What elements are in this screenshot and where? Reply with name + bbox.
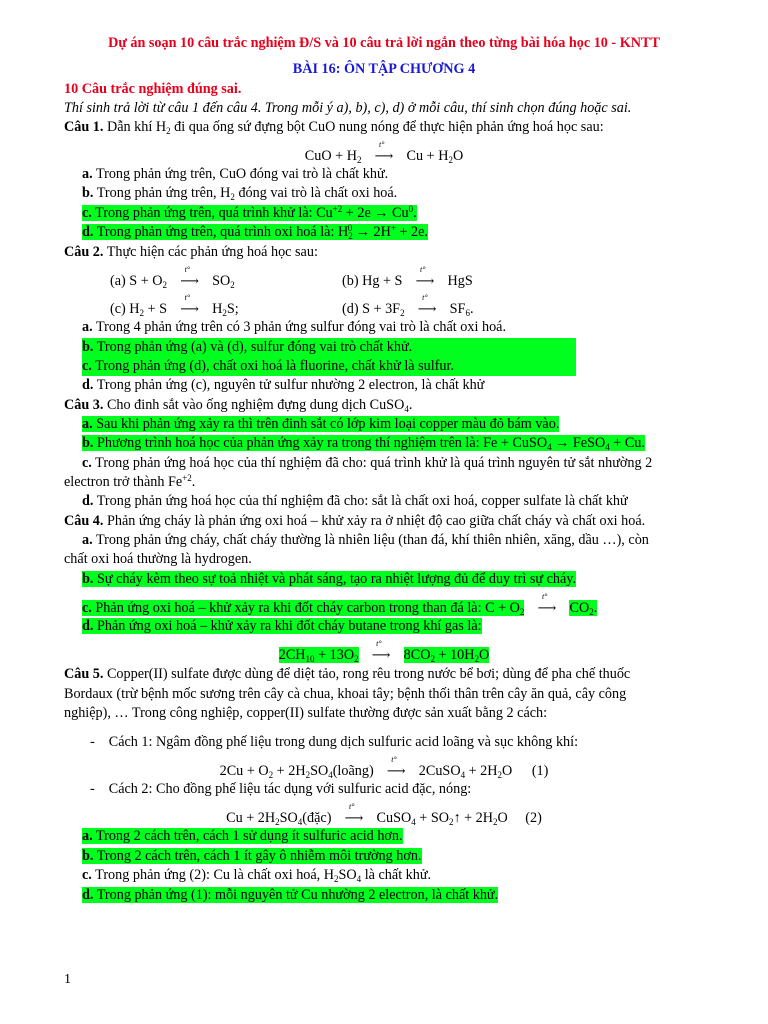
highlight: c. Trong phản ứng (d), chất oxi hoá là fluorine, chất khử là sulfur. <box>82 357 576 376</box>
reaction-d: (d) $S + 3F_2$ t° ⟶ $SF_6$. <box>342 293 474 318</box>
highlight: $8CO_2 + 10H_2O$ <box>403 647 490 664</box>
question-5-stem-3: nghiệp), … Trong công nghiệp, copper(II) sulfate thường được sản xuất bằng 2 cách: <box>64 705 548 721</box>
question-4-option-b <box>82 570 742 589</box>
reaction-arrow: t° ⟶ <box>344 802 364 825</box>
question-5-option-a <box>82 827 742 846</box>
reaction-arrow: t° ⟶ <box>371 639 391 662</box>
question-4-option-d <box>82 617 742 636</box>
question-number: Câu 2. <box>64 244 104 260</box>
question-number: Câu 5. <box>64 666 104 682</box>
highlight: b. Sự cháy kèm theo sự toả nhiệt và phát sáng, tạo ra nhiệt lượng đủ để duy trì sự cháy. <box>82 571 576 587</box>
highlight: $CO_2$. <box>569 600 598 617</box>
question-3-stem: Câu 3. Cho đinh sắt vào ống nghiệm đựng dung dịch CuSO$_4$. <box>64 397 413 414</box>
question-3-option-c: c. Trong phản ứng hoá học của thí nghiệm đã cho: quá trình khử là quá trình nguyên tử sắt nhường 2 <box>82 455 653 471</box>
section-instruction: Thí sinh trả lời từ câu 1 đến câu 4. Trong mỗi ý a), b), c), d) ở mỗi câu, thí sinh chọn đúng hoặc sai. <box>64 100 632 116</box>
question-3-option-c-cont: electron trở thành $Fe^{+2}$. <box>64 473 196 490</box>
question-4-option-c <box>82 592 742 618</box>
lesson-title: BÀI 16: ÔN TẬP CHƯƠNG 4 <box>292 61 476 77</box>
question-2-option-a: a. Trong 4 phản ứng trên có 3 phản ứng sulfur đóng vai trò là chất oxi hoá. <box>82 319 507 335</box>
question-5-option-d <box>82 886 742 905</box>
reaction-arrow: t° ⟶ <box>180 265 199 288</box>
highlight: d. Trong phản ứng trên, quá trình oxi hoá là: $H_2^0 \to 2H^+ + 2e$. <box>82 223 428 241</box>
question-1-stem: Câu 1. Dẫn khí $H_2$ đi qua ống sứ đựng bột CuO nung nóng để thực hiện phản ứng hoá học sau: <box>64 119 604 136</box>
question-1-option-b: b. Trong phản ứng trên, $H_2$ đóng vai trò là chất oxi hoá. <box>82 185 398 202</box>
question-2-option-b <box>82 338 742 357</box>
question-5-stem: Câu 5. Copper(II) sulfate được dùng để diệt tảo, rong rêu trong nước bể bơi; dùng để pha chế thuốc <box>64 666 631 682</box>
method-2: - Cách 2: Cho đồng phế liệu tác dụng với sulfuric acid đặc, nóng: <box>90 781 472 797</box>
question-1-option-c <box>82 204 742 223</box>
method-1: - Cách 1: Ngâm đồng phế liệu trong dung dịch sulfuric acid loãng và sục không khí: <box>90 734 579 750</box>
highlight: c. Trong phản ứng trên, quá trình khử là: $Cu^{+2} + 2e \to Cu^0$. <box>82 204 417 221</box>
question-2-stem: Câu 2. Thực hiện các phản ứng hoá học sau: <box>64 244 318 260</box>
highlight: c. Phản ứng oxi hoá – khử xảy ra khi đốt cháy carbon trong than đá là: $C + O_2$ <box>82 600 525 617</box>
question-number: Câu 1. <box>64 119 104 135</box>
document-title: Dự án soạn 10 câu trắc nghiệm Đ/S và 10 câu trả lời ngắn theo từng bài hóa học 10 - KNTT <box>108 35 660 51</box>
question-1-option-a: a. Trong phản ứng trên, CuO đóng vai trò là chất khử. <box>82 166 389 182</box>
question-4-option-a-cont: chất oxi hoá thường là hydrogen. <box>64 551 252 567</box>
reaction-b: (b) Hg + S t° ⟶ HgS <box>342 265 473 289</box>
highlight: b. Trong 2 cách trên, cách 1 ít gây ô nhiễm môi trường hơn. <box>82 848 422 864</box>
reaction-arrow: t° ⟶ <box>386 755 406 778</box>
page-number: 1 <box>64 972 71 987</box>
reaction-arrow: t° ⟶ <box>415 265 435 288</box>
question-number: Câu 4. <box>64 513 104 529</box>
highlight: a. Sau khi phản ứng xảy ra thì trên đinh sắt có lớp kim loại copper màu đỏ bám vào. <box>82 416 560 432</box>
question-5-option-c: c. Trong phản ứng (2): Cu là chất oxi hoá, $H_2SO_4$ là chất khử. <box>82 867 432 884</box>
question-2-option-c <box>82 357 742 376</box>
question-3-option-a <box>82 415 742 434</box>
reaction-arrow: t° ⟶ <box>417 293 437 316</box>
section-heading: 10 Câu trắc nghiệm đúng sai. <box>64 81 242 97</box>
question-2-option-d: d. Trong phản ứng (c), nguyên tử sulfur nhường 2 electron, là chất khử <box>82 377 485 393</box>
highlight: a. Trong 2 cách trên, cách 1 sử dụng ít sulfuric acid hơn. <box>82 828 403 844</box>
question-3-option-b <box>82 434 742 453</box>
equation-1: $2Cu + O_2$ + $2H_2SO_4(loãng)$ t° ⟶ 2CuSO$_4$ + $2H_2O$ (1) <box>219 755 549 780</box>
question-5-stem-2: Bordaux (trừ bệnh mốc sương trên cây cà chua, khoai tây; bệnh thối thân trên cây ăn quả, cây công <box>64 686 627 702</box>
highlight: b. Phương trình hoá học của phản ứng xảy ra trong thí nghiệm trên là: Fe + CuSO$_4$ → FeSO$_4$ + Cu. <box>82 435 645 452</box>
reaction-arrow: t° ⟶ <box>374 140 394 163</box>
question-1-option-d <box>82 223 742 242</box>
question-5-option-b <box>82 847 742 866</box>
reaction-c: (c) $H_2 + S$ t° ⟶ $H_2S$; <box>110 293 239 318</box>
reaction-a: (a) $S + O_2$ t° ⟶ $SO_2$ <box>110 265 235 290</box>
highlight: d. Phản ứng oxi hoá – khử xảy ra khi đốt cháy butane trong khí gas là: <box>82 618 482 634</box>
reaction-arrow: t° ⟶ <box>537 592 557 615</box>
reaction-arrow: t° ⟶ <box>180 293 199 316</box>
highlight: d. Trong phản ứng (1): mỗi nguyên tử Cu nhường 2 electron, là chất khử. <box>82 887 499 903</box>
question-3-option-d: d. Trong phản ứng hoá học của thí nghiệm đã cho: sắt là chất oxi hoá, copper sulfate là chất khử <box>82 493 628 509</box>
highlight: b. Trong phản ứng (a) và (d), sulfur đóng vai trò chất khử. <box>82 338 576 357</box>
highlight: $2CH_{10} + 13O_2$ <box>278 647 359 664</box>
question-4-stem: Câu 4. Phản ứng cháy là phản ứng oxi hoá – khử xảy ra ở nhiệt độ cao giữa chất cháy và chất oxi hoá. <box>64 513 646 529</box>
question-4-equation <box>0 639 768 665</box>
question-1-equation: CuO + $H_2$ t° ⟶ $Cu + H_2O$ <box>304 140 464 165</box>
question-number: Câu 3. <box>64 397 104 413</box>
question-4-option-a: a. Trong phản ứng cháy, chất cháy thường là nhiên liệu (than đá, khí thiên nhiên, xăng, dầu …), còn <box>82 532 649 548</box>
equation-2: $Cu + 2H_2SO_4(đặc)$ t° ⟶ CuSO$_4$ + $SO_2↑ + 2H_2O$ (2) <box>226 802 542 827</box>
